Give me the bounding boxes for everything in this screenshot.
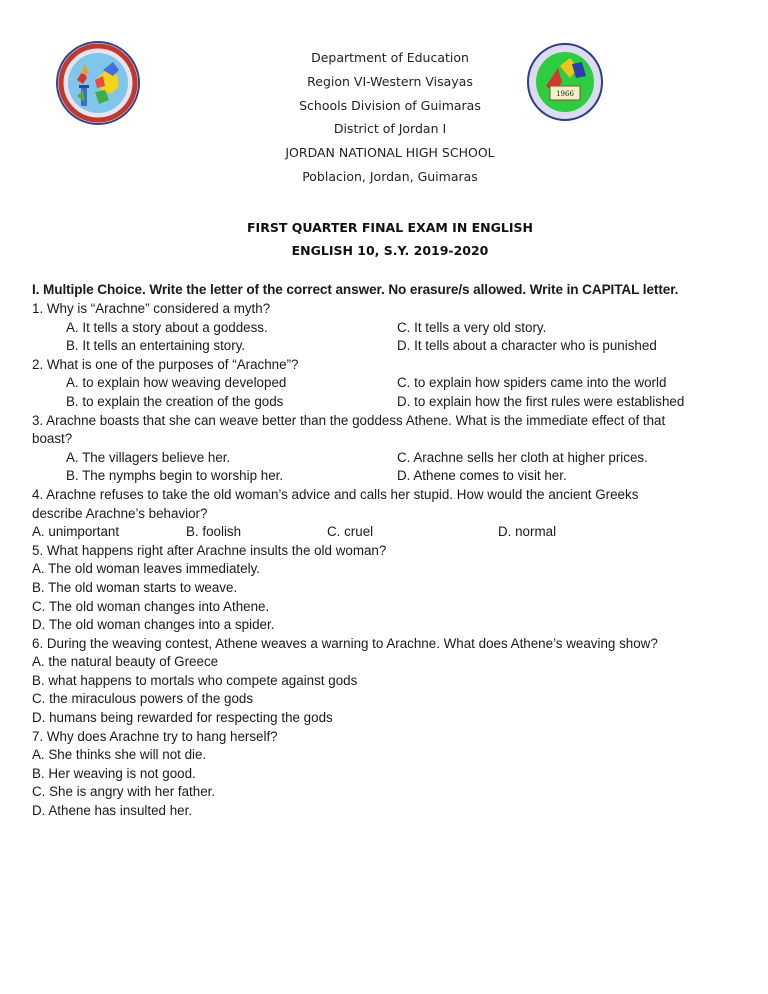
choice-1b: B. It tells an entertaining story. <box>66 338 246 354</box>
exam-title-block <box>200 216 580 262</box>
choice-7c: C. She is angry with her father. <box>32 784 216 800</box>
header-district: District of Jordan I <box>333 121 447 137</box>
question-6: 6. During the weaving contest, Athene weaves a warning to Arachne. What does Athene’s weaving show? <box>32 635 658 651</box>
question-1: 1. Why is “Arachne” considered a myth? <box>32 301 271 316</box>
choice-4a: A. unimportant <box>32 524 120 540</box>
exam-subtitle: ENGLISH 10, S.Y. 2019-2020 <box>291 243 489 258</box>
choice-5d: D. The old woman changes into a spider. <box>32 617 275 633</box>
choice-row <box>32 449 742 468</box>
choice-4c: C. cruel <box>327 524 374 540</box>
question-5: 5. What happens right after Arachne insults the old woman? <box>32 542 387 558</box>
choice-1c: C. It tells a very old story. <box>397 319 547 335</box>
header-region: Region VI-Western Visayas <box>307 73 473 89</box>
question-4-line-1: 4. Arachne refuses to take the old woman’s advice and calls her stupid. How would the ancient Greeks <box>32 486 639 502</box>
question-3-line-1: 3. Arachne boasts that she can weave better than the goddess Athene. What is the immediate effect of that <box>32 412 666 428</box>
choice-5c: C. The old woman changes into Athene. <box>32 598 270 614</box>
choice-4b: B. foolish <box>186 524 242 540</box>
header-division: Schools Division of Guimaras <box>299 97 481 113</box>
choice-4d: D. normal <box>498 524 557 540</box>
choice-7a: A. She thinks she will not die. <box>32 747 207 763</box>
choice-row <box>32 467 742 486</box>
choice-7d: D. Athene has insulted her. <box>32 803 193 819</box>
choice-3b: B. The nymphs begin to worship her. <box>66 468 284 484</box>
section-instruction: I. Multiple Choice. Write the letter of the correct answer. No erasure/s allowed. Write in CAPITAL letter. <box>32 282 679 297</box>
choice-row <box>32 337 742 356</box>
choice-6a: A. the natural beauty of Greece <box>32 654 219 670</box>
question-2: 2. What is one of the purposes of “Arachne”? <box>32 356 299 372</box>
deped-guimaras-seal-icon <box>55 40 141 126</box>
header-school-name: JORDAN NATIONAL HIGH SCHOOL <box>285 145 495 161</box>
choice-7b: B. Her weaving is not good. <box>32 765 196 781</box>
school-header <box>230 46 550 189</box>
choice-row <box>32 523 742 542</box>
choice-1d: D. It tells about a character who is punished <box>397 338 657 354</box>
choice-3c: C. Arachne sells her cloth at higher prices. <box>397 449 648 465</box>
question-3-line-2: boast? <box>32 431 73 447</box>
choice-5b: B. The old woman starts to weave. <box>32 579 238 595</box>
exam-content <box>32 280 742 821</box>
question-7: 7. Why does Arachne try to hang herself? <box>32 728 278 744</box>
choice-2b: B. to explain the creation of the gods <box>66 393 284 409</box>
choice-2a: A. to explain how weaving developed <box>66 375 287 391</box>
svg-text:1966: 1966 <box>556 90 574 98</box>
question-4-line-2: describe Arachne’s behavior? <box>32 505 208 521</box>
choice-3d: D. Athene comes to visit her. <box>397 468 567 484</box>
choice-row <box>32 319 742 338</box>
choice-6c: C. the miraculous powers of the gods <box>32 691 254 707</box>
choice-6b: B. what happens to mortals who compete against gods <box>32 672 358 688</box>
exam-title: FIRST QUARTER FINAL EXAM IN ENGLISH <box>247 220 533 235</box>
choice-2c: C. to explain how spiders came into the world <box>397 375 667 391</box>
choice-row <box>32 393 742 412</box>
choice-3a: A. The villagers believe her. <box>66 449 231 465</box>
choice-1a: A. It tells a story about a goddess. <box>66 319 268 335</box>
header-address: Poblacion, Jordan, Guimaras <box>302 168 478 184</box>
choice-2d: D. to explain how the first rules were established <box>397 393 685 409</box>
header-department: Department of Education <box>311 50 469 65</box>
choice-row <box>32 374 742 393</box>
choice-5a: A. The old woman leaves immediately. <box>32 561 260 577</box>
choice-6d: D. humans being rewarded for respecting the gods <box>32 710 333 726</box>
